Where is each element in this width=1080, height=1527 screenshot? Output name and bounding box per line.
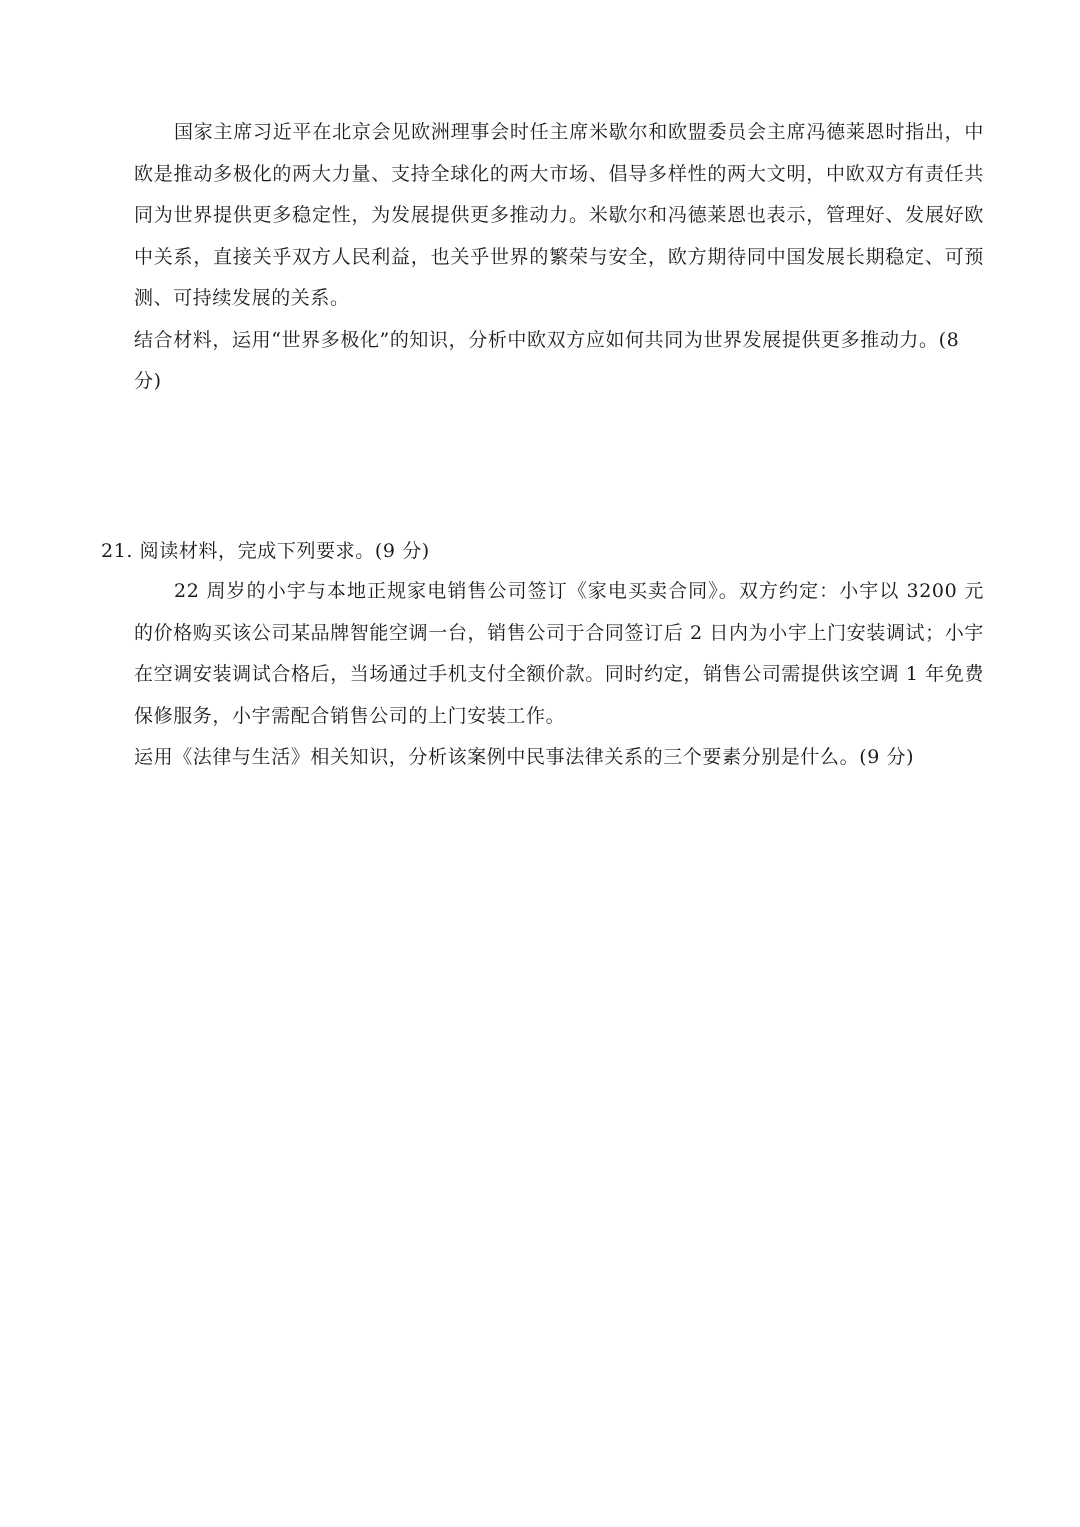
question-21 [134,571,984,779]
question-20 [134,112,984,403]
q21-material-paragraph: 22 周岁的小宇与本地正规家电销售公司签订《家电买卖合同》。双方约定：小宇以 3200 元的价格购买该公司某品牌智能空调一台，销售公司于合同签订后 2 日内为小宇上门安装调试；小宇在空调安装调试合格后，当场通过手机支付全额价款。同时约定，销售公司需提供该空调 1 年免费保修服务，小宇需配合销售公司的上门安装工作。 [134,580,984,727]
q21-prompt: 运用《法律与生活》相关知识，分析该案例中民事法律关系的三个要素分别是什么。(9 分) [134,746,915,768]
q20-prompt: 结合材料，运用“世界多极化”的知识，分析中欧双方应如何共同为世界发展提供更多推动力。(8 分) [134,328,960,392]
q20-material-paragraph: 国家主席习近平在北京会见欧洲理事会时任主席米歇尔和欧盟委员会主席冯德莱恩时指出，中欧是推动多极化的两大力量、支持全球化的两大市场、倡导多样性的两大文明，中欧双方有责任共同为世界提供更多稳定性，为发展提供更多推动力。米歇尔和冯德莱恩也表示，管理好、发展好欧中关系，直接关乎双方人民利益，也关乎世界的繁荣与安全，欧方期待同中国发展长期稳定、可预测、可持续发展的关系。 [134,121,984,309]
q21-heading: 21. 阅读材料，完成下列要求。(9 分) [101,540,430,562]
